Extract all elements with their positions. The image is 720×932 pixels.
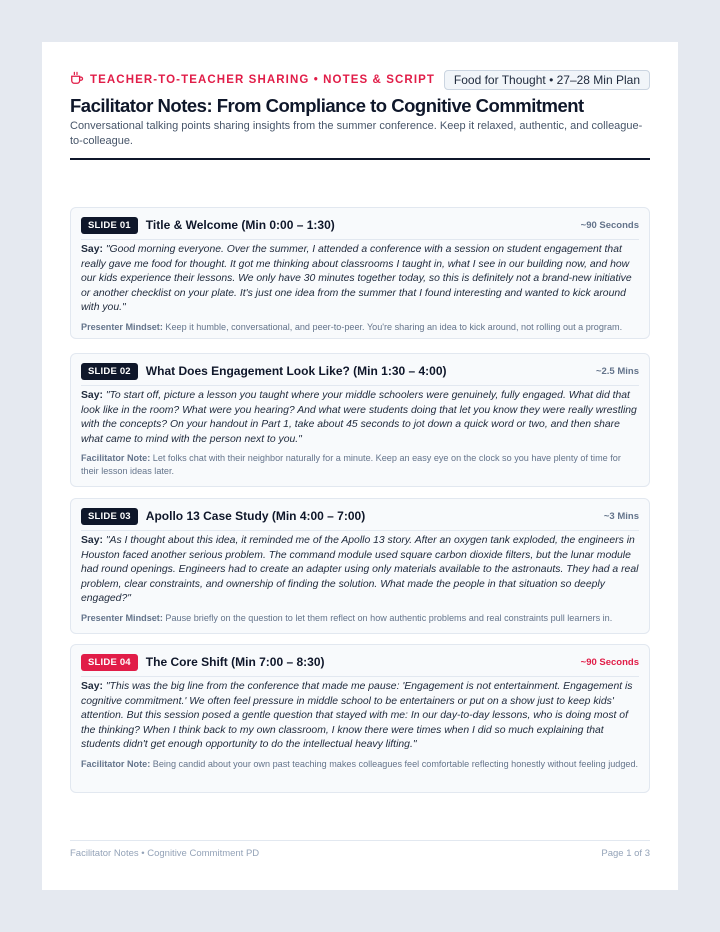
say-label: Say: — [81, 244, 103, 255]
coffee-cup-icon — [70, 71, 90, 90]
page-number: Page 1 of 3 — [601, 848, 650, 859]
slide-tag: SLIDE 02 — [81, 363, 138, 380]
document-page — [42, 42, 678, 890]
footer-divider — [70, 840, 650, 841]
slide-card-03 — [70, 498, 650, 634]
card-divider — [81, 239, 639, 240]
say-label: Say: — [81, 390, 103, 401]
kicker — [70, 71, 435, 90]
slide-card-04 — [70, 644, 650, 793]
note-text: Let folks chat with their neighbor naturally for a minute. Keep an easy eye on the clock so you have plenty of time for their lesson ideas later. — [81, 453, 621, 476]
say-script — [81, 389, 639, 447]
say-script — [81, 534, 639, 607]
slide-title: What Does Engagement Look Like? (Min 1:30 – 4:00) — [145, 364, 447, 378]
say-text: "Good morning everyone. Over the summer, I attended a conference with a session on student engagement that really gave me food for thought. It got me thinking about classrooms I taught in, what I see in our building now, and how our kids experience their lessons. We only have 30 minutes together today, so this is definitely not a brand-new initiative or another checklist on your plate. It's just one idea from the summer that I found interesting and wanted to kick around with you." — [81, 244, 632, 314]
plan-badge: Food for Thought • 27–28 Min Plan — [444, 70, 650, 90]
presenter-note — [81, 321, 639, 334]
note-text: Pause briefly on the question to let them reflect on how authentic problems and real constraints pull learners in. — [165, 613, 613, 623]
slide-tag: SLIDE 01 — [81, 217, 138, 234]
slide-card-02 — [70, 353, 650, 487]
say-script — [81, 243, 639, 316]
slide-card-header — [81, 362, 639, 380]
say-text: "As I thought about this idea, it reminded me of the Apollo 13 story. After an oxygen tank exploded, the engineers in Houston faced another serious problem. The command module used square carbon dioxide filters, but the lunar module had round openings. Engineers had to create an adapter using only materials available to the astronauts. They had a real problem, clear constraints, and ownership of finding the solution. What made the people in that situation so deeply engaged?" — [81, 535, 639, 605]
slide-tag: SLIDE 04 — [81, 654, 138, 671]
card-divider — [81, 385, 639, 386]
say-label: Say: — [81, 681, 103, 692]
note-text: Being candid about your own past teaching makes colleagues feel comfortable reflecting honestly without feeling judged. — [152, 759, 639, 769]
slide-title: Title & Welcome (Min 0:00 – 1:30) — [145, 218, 335, 232]
slide-duration: ~3 Mins — [603, 510, 639, 522]
slide-duration: ~90 Seconds — [580, 219, 639, 231]
footer-left: Facilitator Notes • Cognitive Commitment PD — [70, 848, 260, 859]
note-label: Presenter Mindset: — [81, 613, 163, 623]
note-text: Keep it humble, conversational, and peer-to-peer. You're sharing an idea to kick around, not rolling out a program. — [165, 322, 623, 332]
facilitator-note — [81, 758, 639, 771]
presenter-note — [81, 612, 639, 625]
header-row — [70, 70, 650, 90]
say-script — [81, 680, 639, 753]
slide-card-01 — [70, 207, 650, 339]
say-text: "To start off, picture a lesson you taught where your middle schoolers were genuinely, fully engaged. What did that look like in the room? What were you hearing? And what were students doing that let you know they were really wrestling with the concepts? On your handout in Part 1, take about 45 seconds to jot down a quick word or two, and then share what came to mind with the person next to you." — [81, 390, 637, 445]
page-subtitle: Conversational talking points sharing insights from the summer conference. Keep it relaxed, authentic, and colleague-to-colleague. — [70, 120, 643, 147]
slide-duration: ~2.5 Mins — [595, 365, 639, 377]
slide-card-header — [81, 653, 639, 671]
say-label: Say: — [81, 535, 103, 546]
slide-title: The Core Shift (Min 7:00 – 8:30) — [145, 655, 325, 669]
title-divider — [70, 158, 650, 160]
note-label: Presenter Mindset: — [81, 322, 163, 332]
kicker-text: TEACHER-TO-TEACHER SHARING • NOTES & SCRIPT — [90, 74, 436, 86]
card-divider — [81, 530, 639, 531]
slide-tag: SLIDE 03 — [81, 508, 138, 525]
page-footer — [70, 848, 650, 859]
say-text: "This was the big line from the conference that made me pause: 'Engagement is not entertainment. Engagement is cognitive commitment.' We often feel pressure in middle school to be entertainers or put on a show just to keep kids' attention. But this session posed a gentle question that stayed with me: In our day-to-day lessons, who is doing most of the thinking? When I think back to my own classroom, I know there were times when I did so much explaining that students didn't get enough opportunity to do the intellectual heavy lifting." — [81, 681, 633, 751]
page-title: Facilitator Notes: From Compliance to Cognitive Commitment — [70, 95, 584, 116]
note-label: Facilitator Note: — [81, 759, 151, 769]
note-label: Facilitator Note: — [81, 453, 151, 463]
slide-title: Apollo 13 Case Study (Min 4:00 – 7:00) — [145, 509, 366, 523]
facilitator-note — [81, 452, 639, 478]
card-divider — [81, 676, 639, 677]
slide-duration: ~90 Seconds — [580, 656, 639, 668]
slide-card-header — [81, 216, 639, 234]
slide-card-header — [81, 507, 639, 525]
